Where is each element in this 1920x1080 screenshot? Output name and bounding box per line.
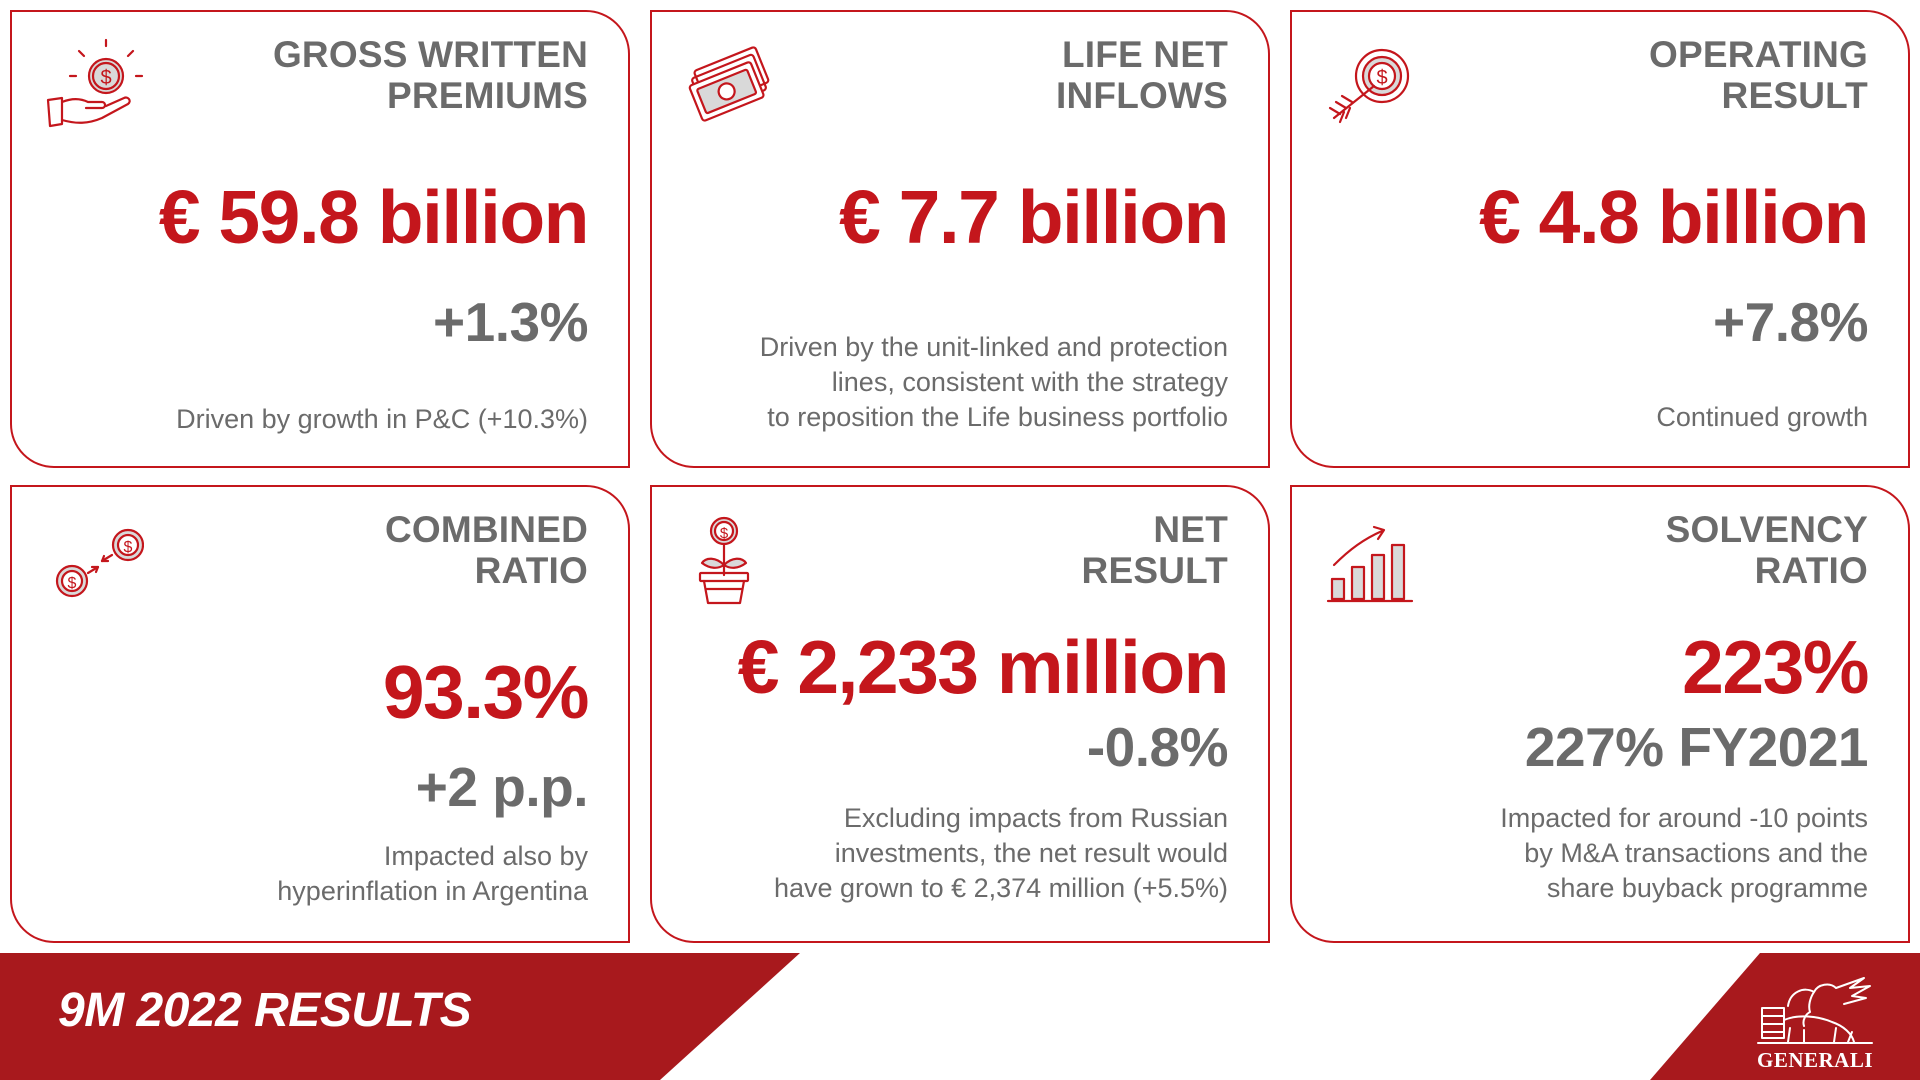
note-line: Driven by growth in P&C (+10.3%): [176, 404, 588, 434]
card-combined-ratio: [10, 485, 630, 943]
logo-wordmark: GENERALI: [1756, 1048, 1874, 1072]
note-line: have grown to € 2,374 million (+5.5%): [773, 873, 1228, 903]
card-operating-result: [1290, 10, 1910, 468]
note-line: lines, consistent with the strategy: [831, 367, 1228, 397]
title-line: SOLVENCY: [1665, 509, 1868, 550]
kpi-delta: +2 p.p.: [415, 756, 588, 818]
title-line: COMBINED: [384, 509, 588, 550]
kpi-value: € 2,233 million: [737, 625, 1228, 709]
kpi-delta: +7.8%: [1713, 291, 1868, 353]
svg-text:$: $: [100, 67, 112, 89]
kpi-value: € 59.8 billion: [158, 175, 588, 259]
note-line: Excluding impacts from Russian: [843, 803, 1228, 833]
title-line: INFLOWS: [1056, 75, 1228, 116]
svg-text:$: $: [123, 539, 133, 556]
card-title: [1082, 509, 1228, 591]
note-line: hyperinflation in Argentina: [277, 876, 588, 906]
kpi-note: [1500, 801, 1868, 906]
kpi-value: € 4.8 billion: [1479, 175, 1868, 259]
card-title: [385, 509, 588, 591]
note-line: to reposition the Life business portfolio: [767, 402, 1228, 432]
note-line: Impacted for around -10 points: [1500, 803, 1868, 833]
banknotes-icon: [680, 34, 784, 130]
card-title: [1649, 34, 1868, 116]
title-line: RESULT: [1081, 550, 1228, 591]
svg-text:$: $: [1376, 67, 1388, 89]
card-gross-written-premiums: [10, 10, 630, 468]
title-line: RATIO: [474, 550, 588, 591]
note-line: by M&A transactions and the: [1524, 838, 1868, 868]
card-life-net-inflows: [650, 10, 1270, 468]
kpi-note: [176, 402, 588, 437]
hand-coin-icon: [40, 34, 144, 130]
title-line: OPERATING: [1648, 34, 1868, 75]
card-title: [1056, 34, 1228, 116]
card-title: [273, 34, 588, 116]
title-line: RESULT: [1721, 75, 1868, 116]
note-line: Impacted also by: [383, 841, 588, 871]
note-line: Continued growth: [1656, 402, 1868, 432]
title-line: RATIO: [1754, 550, 1868, 591]
growth-bar-chart-icon: [1320, 509, 1424, 605]
kpi-note: [1656, 400, 1868, 435]
kpi-delta: 227% FY2021: [1524, 716, 1868, 778]
kpi-note: [277, 839, 588, 909]
title-line: GROSS WRITTEN: [272, 34, 588, 75]
kpi-value: € 7.7 billion: [839, 175, 1228, 259]
target-arrow-icon: [1320, 34, 1424, 130]
title-line: NET: [1153, 509, 1228, 550]
title-line: LIFE NET: [1061, 34, 1228, 75]
coins-exchange-icon: [40, 509, 144, 605]
card-net-result: [650, 485, 1270, 943]
banner-title: 9M 2022 RESULTS: [58, 984, 472, 1037]
money-plant-icon: [680, 509, 784, 605]
note-line: investments, the net result would: [834, 838, 1228, 868]
note-line: Driven by the unit-linked and protection: [759, 332, 1228, 362]
svg-text:$: $: [67, 575, 77, 592]
kpi-value: 223%: [1682, 625, 1868, 709]
kpi-note: [774, 801, 1228, 906]
title-line: PREMIUMS: [387, 75, 588, 116]
card-solvency-ratio: [1290, 485, 1910, 943]
kpi-note: [760, 330, 1228, 435]
note-line: share buyback programme: [1546, 873, 1868, 903]
svg-text:$: $: [719, 525, 729, 542]
kpi-value: 93.3%: [382, 650, 588, 734]
kpi-delta: -0.8%: [1086, 716, 1228, 778]
card-title: [1666, 509, 1868, 591]
kpi-delta: +1.3%: [433, 291, 588, 353]
